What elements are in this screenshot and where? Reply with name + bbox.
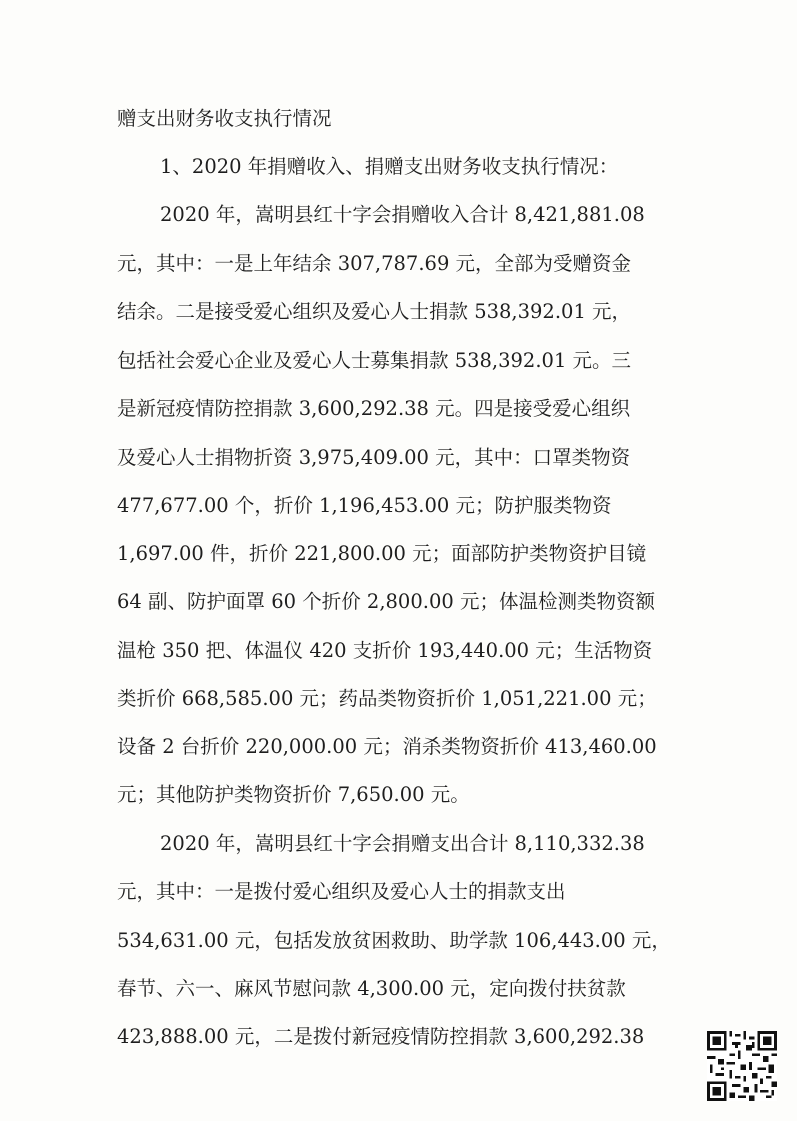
paragraph-1-line-9: 64 副、防护面罩 60 个折价 2,800.00 元；体温检测类物资额 — [117, 590, 655, 613]
section-heading: 1、2020 年捐赠收入、捐赠支出财务收支执行情况： — [160, 155, 619, 178]
paragraph-2-line-4: 春节、六一、麻风节慰问款 4,300.00 元，定向拨付扶贫款 — [117, 977, 626, 1000]
qr-code-icon — [707, 1031, 777, 1101]
paragraph-1-line-2: 元，其中：一是上年结余 307,787.69 元，全部为受赠资金 — [117, 252, 632, 275]
paragraph-2-line-3: 534,631.00 元，包括发放贫困救助、助学款 106,443.00 元， — [117, 929, 671, 952]
paragraph-1-line-4: 包括社会爱心企业及爱心人士募集捐款 538,392.01 元。三 — [117, 349, 632, 372]
paragraph-1-line-8: 1,697.00 件，折价 221,800.00 元；面部防护类物资护目镜 — [117, 542, 647, 565]
paragraph-1-line-12: 设备 2 台折价 220,000.00 元；消杀类物资折价 413,460.00 — [117, 735, 657, 758]
paragraph-1-line-3: 结余。二是接受爱心组织及爱心人士捐款 538,392.01 元， — [117, 300, 632, 323]
paragraph-1-line-6: 及爱心人士捐物折资 3,975,409.00 元，其中：口罩类物资 — [117, 446, 631, 469]
paragraph-1-line-10: 温枪 350 把、体温仪 420 支折价 193,440.00 元；生活物资 — [117, 639, 653, 662]
paragraph-1-line-11: 类折价 668,585.00 元；药品类物资折价 1,051,221.00 元； — [117, 687, 657, 710]
paragraph-1-line-7: 477,677.00 个，折价 1,196,453.00 元；防护服类物资 — [117, 494, 612, 517]
paragraph-1-line-5: 是新冠疫情防控捐款 3,600,292.38 元。四是接受爱心组织 — [117, 397, 631, 420]
paragraph-1-line-13: 元；其他防护类物资折价 7,650.00 元。 — [117, 783, 470, 806]
paragraph-2-line-2: 元，其中：一是拨付爱心组织及爱心人士的捐款支出 — [117, 880, 566, 903]
paragraph-1-line-1: 2020 年，嵩明县红十字会捐赠收入合计 8,421,881.08 — [160, 203, 645, 226]
text-line-1: 赠支出财务收支执行情况 — [117, 107, 332, 130]
paragraph-2-line-5: 423,888.00 元，二是拨付新冠疫情防控捐款 3,600,292.38 — [117, 1025, 645, 1048]
paragraph-2-line-1: 2020 年，嵩明县红十字会捐赠支出合计 8,110,332.38 — [160, 832, 645, 855]
